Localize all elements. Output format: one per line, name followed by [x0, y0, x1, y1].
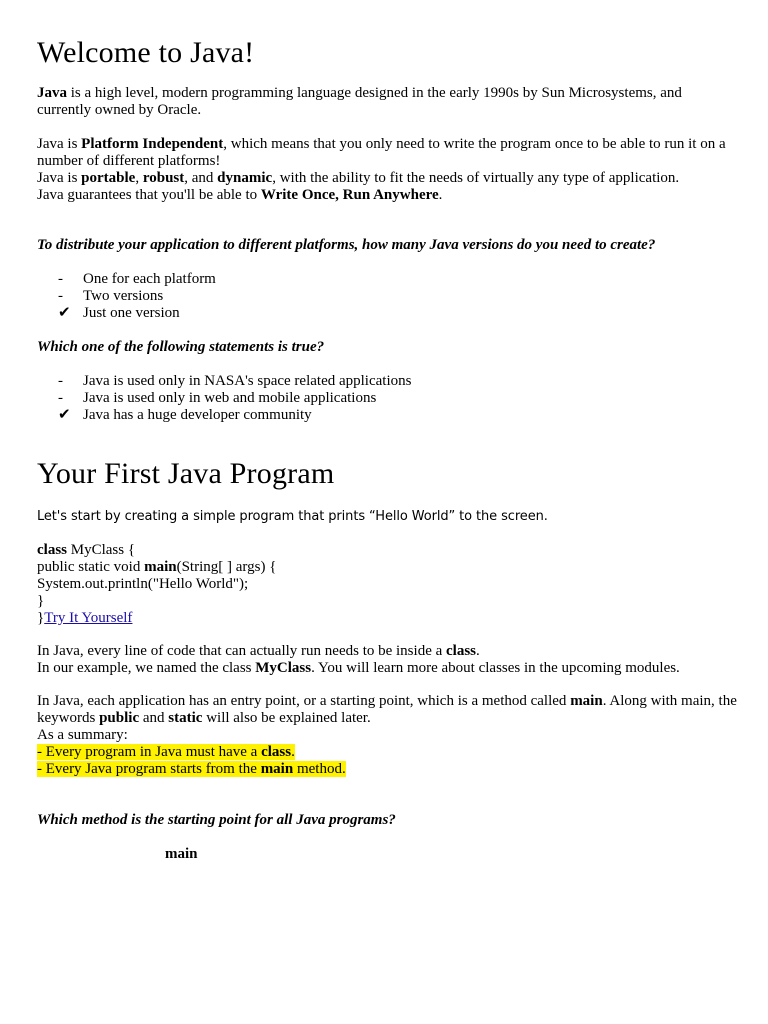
highlighted-summary-1: - Every program in Java must have a class.: [37, 744, 295, 760]
section-title-welcome: Welcome to Java!: [37, 36, 255, 69]
quiz-1-options: [37, 271, 737, 322]
quiz-option-correct: ✔ Just one version: [58, 305, 180, 321]
intro-paragraph: Java is a high level, modern programming language designed in the early 1990s by Sun Microsystems, and currently owned by Oracle.: [37, 85, 682, 118]
dash-marker: -: [58, 271, 63, 287]
code-keyword-class: class: [37, 542, 67, 558]
section-title-first-program: Your First Java Program: [37, 457, 335, 490]
checkmark-icon: ✔: [58, 305, 71, 321]
program-intro: Let's start by creating a simple program that prints “Hello World” to the screen.: [37, 509, 548, 524]
quiz-2-question: Which one of the following statements is true?: [37, 339, 325, 355]
dash-marker: -: [58, 288, 63, 304]
quiz-2-options: [37, 373, 737, 424]
quiz-3: [37, 812, 737, 829]
quiz-3-question: Which method is the starting point for all Java programs?: [37, 812, 396, 828]
quiz-option-correct: ✔ Java has a huge developer community: [58, 407, 312, 423]
checkmark-icon: ✔: [58, 407, 71, 423]
quiz-option: - One for each platform: [58, 271, 216, 287]
highlighted-summary-2: - Every Java program starts from the main method.: [37, 761, 346, 777]
code-sample: class MyClass { public static void main(String[ ] args) { System.out.println("Hello World"); } }Try It Yourself: [37, 542, 277, 626]
quiz-1-question: To distribute your application to different platforms, how many Java versions do you need to create?: [37, 237, 656, 253]
class-explanation: In Java, every line of code that can actually run needs to be inside a class. In our example, we named the class MyClass. You will learn more about classes in the upcoming modules.: [37, 643, 680, 676]
main-explanation: In Java, each application has an entry point, or a starting point, which is a method called main. Along with main, the keywords public and static will also be explained later. As a summary: - Every program in Java must have a class. - Every Java program starts from the main method.: [37, 693, 737, 777]
java-bold: Java: [37, 85, 67, 101]
quiz-3-answer: main: [165, 846, 198, 862]
dash-marker: -: [58, 373, 63, 389]
quiz-1: [37, 237, 737, 322]
quiz-2: [37, 339, 737, 424]
summary-label: As a summary:: [37, 727, 128, 743]
quiz-option: - Java is used only in web and mobile applications: [58, 390, 377, 406]
platform-paragraph: Java is Platform Independent, which means that you only need to write the program once to be able to run it on a number of different platforms! Java is portable, robust, and dynamic, with the ability to fit the needs of virtually any type of application. Java guarantees that you'll be able to Write Once, Run Anywhere.: [37, 136, 726, 203]
quiz-option: - Java is used only in NASA's space related applications: [58, 373, 412, 389]
quiz-option: - Two versions: [58, 288, 164, 304]
dash-marker: -: [58, 390, 63, 406]
try-it-yourself-link[interactable]: Try It Yourself: [44, 610, 133, 626]
